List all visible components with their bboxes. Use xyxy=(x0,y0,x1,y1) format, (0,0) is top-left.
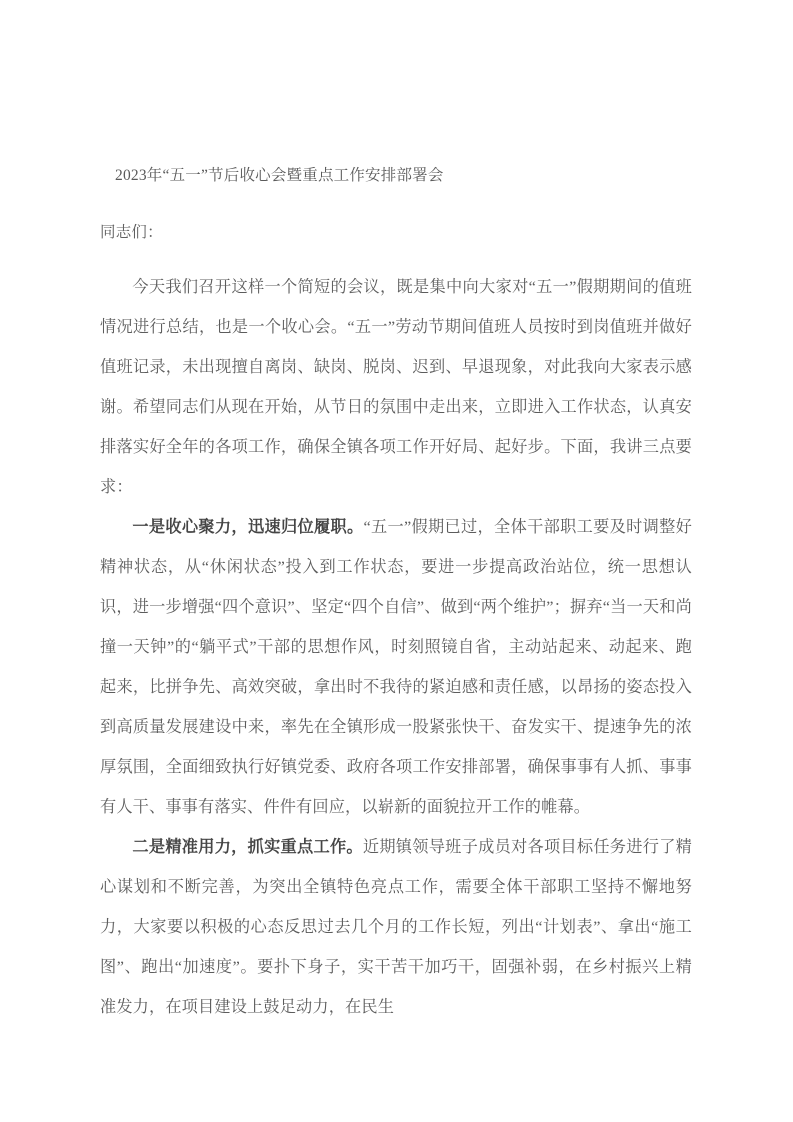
paragraph-intro-text: 今天我们召开这样一个简短的会议，既是集中向大家对“五一”假期期间的值班情况进行总结，也是一个收心会。“五一”劳动节期间值班人员按时到岗值班并做好值班记录，未出现擅自离岗、缺岗、脱岗、迟到、早退现象，对此我向大家表示感谢。希望同志们从现在开始，从节日的氛围中走出来，立即进入工作状态，认真安排落实好全年的各项工作，确保全镇各项工作开好局、起好步。下面，我讲三点要求： xyxy=(100,278,692,496)
paragraph-point-two-lead: 二是精准用力，抓实重点工作。 xyxy=(132,838,363,856)
paragraph-point-one-lead: 一是收心聚力，迅速归位履职。 xyxy=(132,518,364,536)
paragraph-point-two-text: 近期镇领导班子成员对各项目标任务进行了精心谋划和不断完善，为突出全镇特色亮点工作，需要全体干部职工坚持不懈地努力，大家要以积极的心态反思过去几个月的工作长短，列出“计划表”、拿出“施工图”、跑出“加速度”。要扑下身子，实干苦干加巧干，固强补弱，在乡村振兴上精准发力，在项目建设上鼓足动力，在民生 xyxy=(100,838,692,1016)
paragraph-intro xyxy=(100,267,692,507)
salutation: 同志们： xyxy=(100,224,163,241)
document-content xyxy=(100,164,692,1027)
page-title: 2023年“五一”节后收心会暨重点工作安排部署会 xyxy=(115,167,444,184)
paragraph-point-two xyxy=(100,827,692,1027)
paragraph-point-one xyxy=(100,507,692,827)
paragraph-point-one-text: “五一”假期已过，全体干部职工要及时调整好精神状态，从“休闲状态”投入到工作状态，要进一步提高政治站位，统一思想认识，进一步增强“四个意识”、坚定“四个自信”、做到“两个维护”；摒弃“当一天和尚撞一天钟”的“躺平式”干部的思想作风，时刻照镜自省，主动站起来、动起来、跑起来，比拼争先、高效突破，拿出时不我待的紧迫感和责任感，以昂扬的姿态投入到高质量发展建设中来，率先在全镇形成一股紧张快干、奋发实干、提速争先的浓厚氛围，全面细致执行好镇党委、政府各项工作安排部署，确保事事有人抓、事事有人干、事事有落实、件件有回应，以崭新的面貌拉开工作的帷幕。 xyxy=(100,518,692,816)
